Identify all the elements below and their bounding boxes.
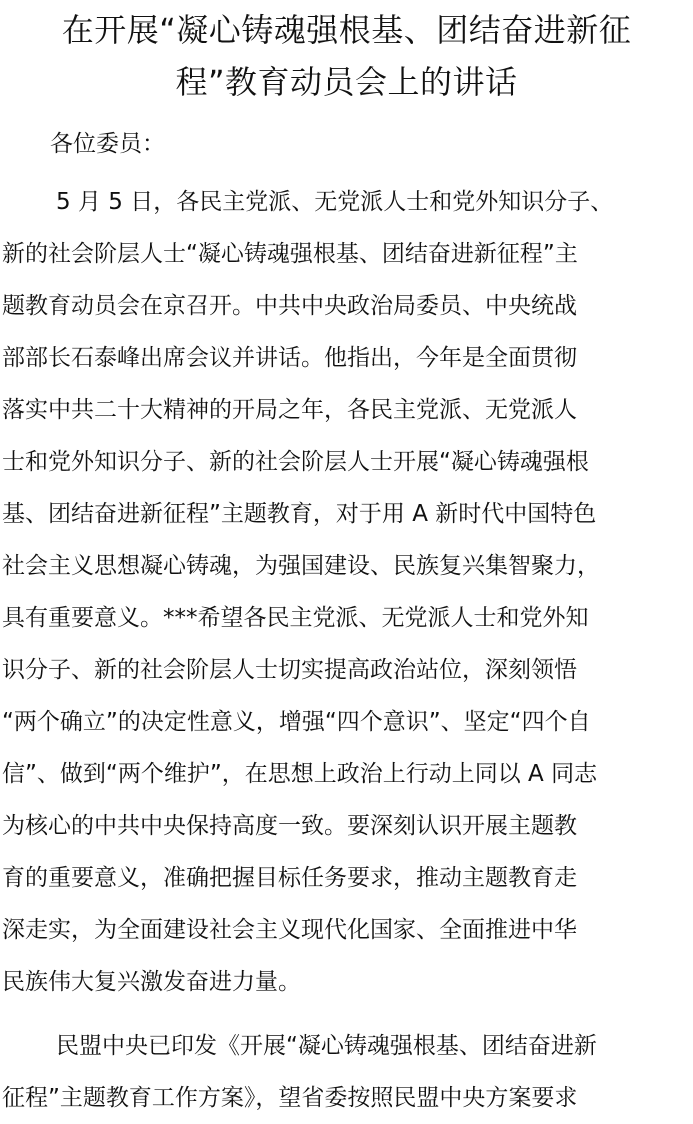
paragraph-line: 5 月 5 日，各民主党派、无党派人士和党外知识分子、 — [56, 189, 614, 215]
paragraph-line: 具有重要意义。***希望各民主党派、无党派人士和党外知 — [2, 605, 589, 631]
title-line-1: 在开展“凝心铸魂强根基、团结奋进新征 — [61, 11, 632, 49]
paragraph-line: 部部长石泰峰出席会议并讲话。他指出，今年是全面贯彻 — [2, 345, 577, 371]
paragraph-line: 信”、做到“两个维护”，在思想上政治上行动上同以 A 同志 — [2, 761, 598, 787]
paragraph-1 — [0, 176, 693, 1008]
paragraph-2 — [0, 1020, 693, 1124]
paragraph-line: 题教育动员会在京召开。中共中央政治局委员、中央统战 — [2, 293, 577, 319]
paragraph-line: 民盟中央已印发《开展“凝心铸魂强根基、团结奋进新 — [56, 1033, 597, 1059]
paragraph-line: 新的社会阶层人士“凝心铸魂强根基、团结奋进新征程”主 — [2, 241, 578, 267]
paragraph-line: 识分子、新的社会阶层人士切实提高政治站位，深刻领悟 — [2, 657, 577, 683]
paragraph-line: “两个确立”的决定性意义，增强“四个意识”、坚定“四个自 — [2, 709, 591, 735]
paragraph-line: 深走实，为全面建设社会主义现代化国家、全面推进中华 — [2, 917, 577, 943]
title-line-2: 程”教育动员会上的讲话 — [175, 63, 518, 101]
paragraph-line: 育的重要意义，准确把握目标任务要求，推动主题教育走 — [2, 865, 577, 891]
paragraph-line: 社会主义思想凝心铸魂，为强国建设、民族复兴集智聚力， — [2, 553, 600, 579]
paragraph-line: 民族伟大复兴激发奋进力量。 — [2, 969, 301, 995]
speech-title — [0, 0, 693, 108]
paragraph-line: 士和党外知识分子、新的社会阶层人士开展“凝心铸魂强根 — [2, 449, 589, 475]
salutation: 各位委员： — [50, 131, 165, 157]
paragraph-line: 落实中共二十大精神的开局之年，各民主党派、无党派人 — [2, 397, 577, 423]
paragraph-line: 基、团结奋进新征程”主题教育，对于用 A 新时代中国特色 — [2, 501, 597, 527]
paragraph-line: 为核心的中共中央保持高度一致。要深刻认识开展主题教 — [2, 813, 577, 839]
paragraph-line: 征程”主题教育工作方案》，望省委按照民盟中央方案要求 — [2, 1085, 578, 1111]
